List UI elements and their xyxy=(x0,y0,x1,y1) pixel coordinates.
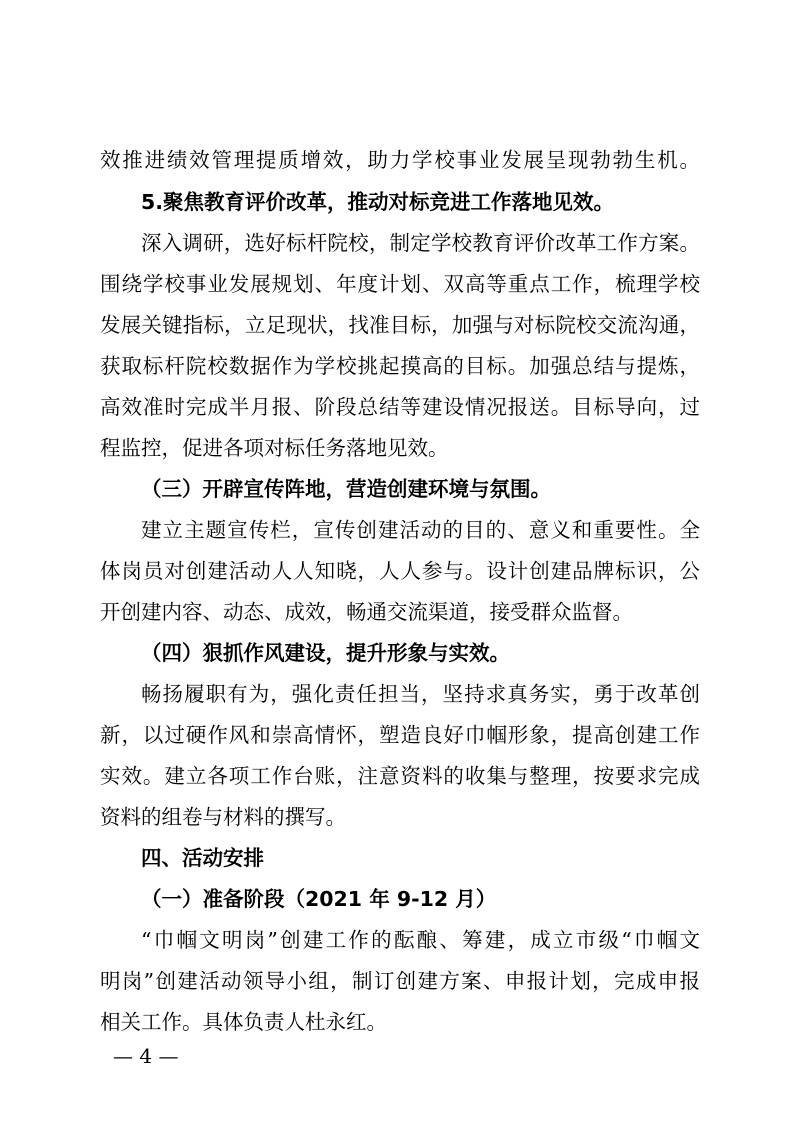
paragraph-line: 畅扬履职有为，强化责任担当，坚持求真务实，勇于改革创 xyxy=(141,682,700,706)
section-heading: （四）狠抓作风建设，提升形象与实效。 xyxy=(141,641,510,665)
paragraph-line: 开创建内容、动态、成效，畅通交流渠道，接受群众监督。 xyxy=(100,600,633,624)
paragraph-line: 资料的组卷与材料的撰写。 xyxy=(100,805,346,829)
paragraph-line: 体岗员对创建活动人人知晓，人人参与。设计创建品牌标识，公 xyxy=(100,559,700,583)
paragraph-line: 高效准时完成半月报、阶段总结等建设情况报送。目标导向，过 xyxy=(100,395,700,419)
paragraph-line: 建立主题宣传栏，宣传创建活动的目的、意义和重要性。全 xyxy=(141,518,700,542)
section-heading: 四、活动安排 xyxy=(141,846,264,870)
paragraph-line: 相关工作。具体负责人杜永红。 xyxy=(100,1010,387,1034)
section-heading: 5.聚焦教育评价改革，推动对标竞进工作落地见效。 xyxy=(141,190,615,214)
paragraph-line: 新，以过硬作风和崇高情怀，塑造良好巾帼形象，提高创建工作 xyxy=(100,723,700,747)
paragraph-line: 程监控，促进各项对标任务落地见效。 xyxy=(100,436,449,460)
paragraph-line: 围绕学校事业发展规划、年度计划、双高等重点工作，梳理学校 xyxy=(100,272,700,296)
paragraph-line: 效推进绩效管理提质增效，助力学校事业发展呈现勃勃生机。 xyxy=(100,148,700,172)
section-heading: （一）准备阶段（2021 年 9-12 月） xyxy=(141,887,497,911)
paragraph-line: 深入调研，选好标杆院校，制定学校教育评价改革工作方案。 xyxy=(141,231,700,255)
paragraph-line: 获取标杆院校数据作为学校挑起摸高的目标。加强总结与提炼， xyxy=(100,354,700,378)
section-heading: （三）开辟宣传阵地，营造创建环境与氛围。 xyxy=(141,477,551,501)
paragraph-line: 明岗”创建活动领导小组，制订创建方案、申报计划，完成申报 xyxy=(100,969,700,993)
paragraph-line: 发展关键指标，立足现状，找准目标，加强与对标院校交流沟通， xyxy=(100,313,700,337)
page-number: — 4 — xyxy=(113,1044,179,1068)
paragraph-line: “巾帼文明岗”创建工作的酝酿、筹建，成立市级“巾帼文 xyxy=(141,928,700,952)
paragraph-line: 实效。建立各项工作台账，注意资料的收集与整理，按要求完成 xyxy=(100,764,700,788)
